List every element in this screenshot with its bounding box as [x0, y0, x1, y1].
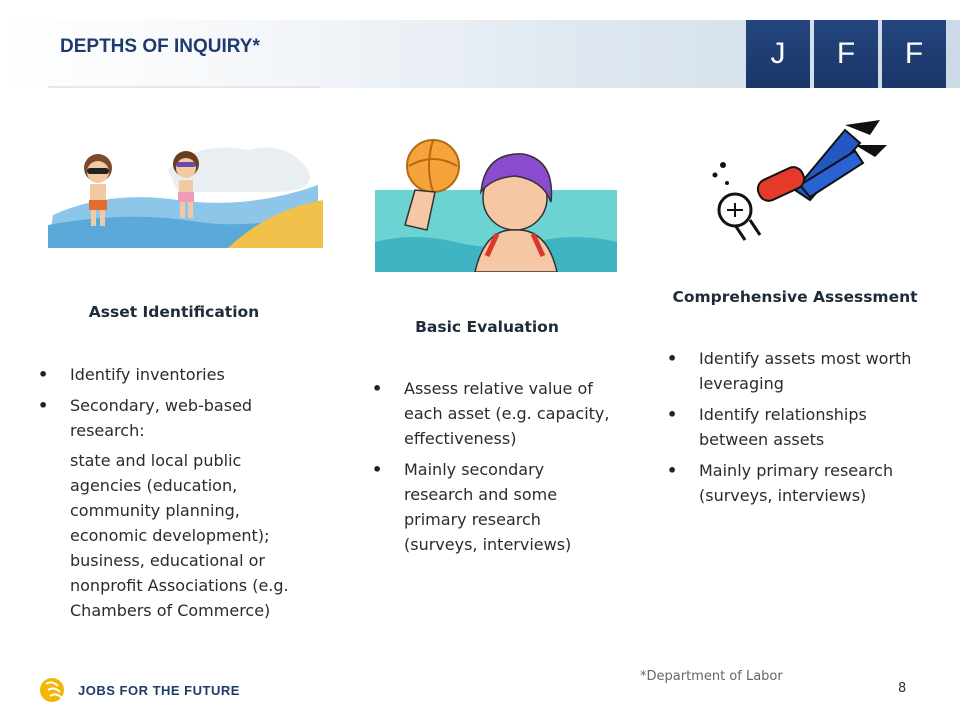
list-item: • Mainly secondary research and some primary research (surveys, interviews) — [370, 457, 618, 557]
column-title-asset-identification: Asset Identification — [88, 303, 260, 321]
water-polo-player-illustration — [375, 130, 617, 272]
comprehensive-assessment-bullets — [665, 346, 915, 514]
list-item: • Secondary, web-based research: — [36, 393, 296, 443]
asset-identification-sub-text: state and local public agencies (education, community planning, economic development); business, educational or nonprofit Associations (e.g. Chambers of Commerce) — [70, 451, 289, 620]
asset-identification-bullets — [36, 362, 296, 449]
list-item: • Identify inventories — [36, 362, 296, 387]
list-item: • Identify relationships between assets — [665, 402, 915, 452]
list-item: • Mainly primary research (surveys, interviews) — [665, 458, 915, 508]
page-number: 8 — [898, 681, 907, 696]
brand-name: JOBS FOR THE FUTURE — [78, 682, 240, 698]
footnote: *Department of Labor — [640, 669, 783, 684]
jff-swirl-icon — [38, 676, 72, 704]
logo-letter-f1: F — [814, 20, 878, 88]
children-at-beach-illustration — [48, 130, 323, 248]
scuba-diver-illustration — [705, 115, 890, 245]
title-underline — [48, 86, 320, 88]
basic-evaluation-bullets — [370, 376, 618, 563]
slide-title: DEPTHS OF INQUIRY* — [60, 36, 260, 57]
list-item: • Identify assets most worth leveraging — [665, 346, 915, 396]
list-item: • Assess relative value of each asset (e.g. capacity, effectiveness) — [370, 376, 618, 451]
jff-logo — [746, 20, 950, 88]
jobs-for-the-future-brand — [38, 676, 240, 704]
column-title-basic-evaluation: Basic Evaluation — [415, 318, 559, 336]
logo-letter-f2: F — [882, 20, 946, 88]
column-title-comprehensive-assessment: Comprehensive Assessment — [672, 288, 918, 306]
logo-letter-j: J — [746, 20, 810, 88]
